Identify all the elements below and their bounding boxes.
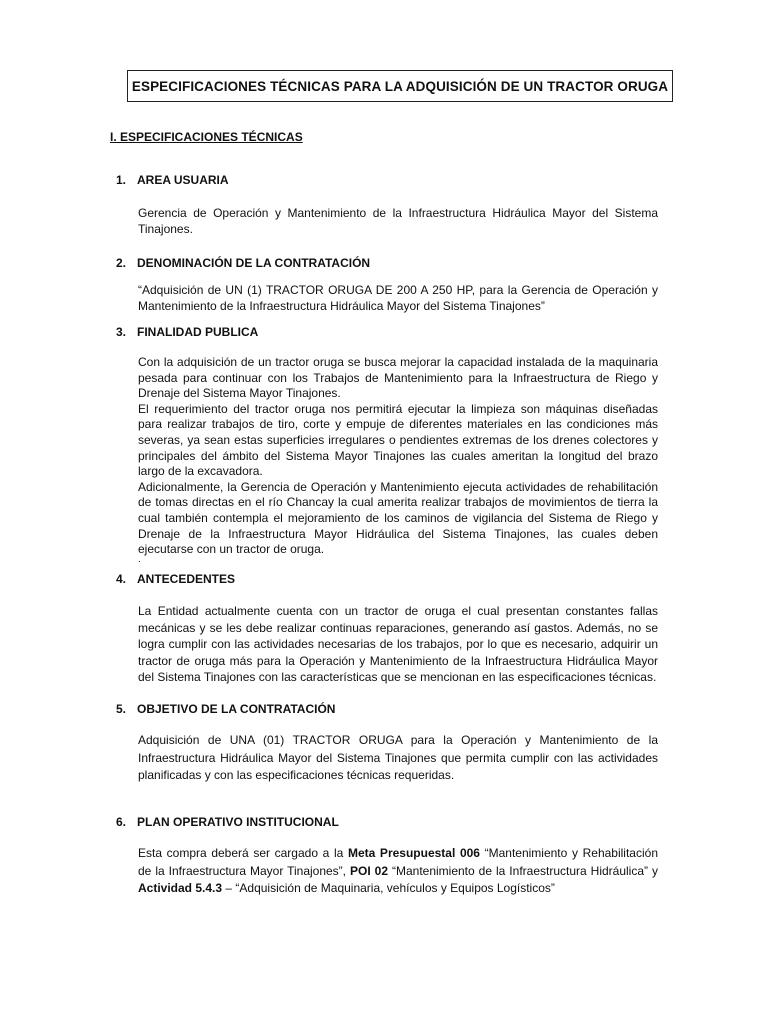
item-number-3: 3. (116, 325, 127, 339)
item-body-plan-operativo (138, 845, 658, 898)
item-title-antecedentes: ANTECEDENTES (137, 572, 236, 586)
item-body-denominacion (138, 283, 658, 314)
paragraph: La Entidad actualmente cuenta con un tractor de oruga el cual presentan constantes fallas mecánicas y se les debe realizar continuas reparaciones, generando así gastos. Además, no se logra cumplir con las actividades necesarias de los trabajos, por lo que es necesario, adquirir un tractor de oruga más para la Operación y Mantenimiento de la Infraestructura Hidráulica Mayor del Sistema Tinajones con las características que se mencionan en las especificaciones técnicas. (138, 604, 658, 684)
paragraph: Gerencia de Operación y Mantenimiento de la Infraestructura Hidráulica Mayor del Sistema Tinajones. (138, 206, 658, 236)
item-body-antecedentes (138, 603, 658, 686)
text-run: “Mantenimiento de la Infraestructura Hidráulica” y (388, 863, 658, 878)
item-body-area-usuaria (138, 206, 658, 237)
item-title-plan-operativo: PLAN OPERATIVO INSTITUCIONAL (137, 815, 339, 829)
item-number-4: 4. (116, 572, 127, 586)
paragraph: Adicionalmente, la Gerencia de Operación y Mantenimiento ejecuta actividades de rehabilitación de tomas directas en el río Chancay la cual amerita realizar trabajos de movimientos de tierra la cual también contempla el mejoramiento de los caminos de vigilancia del Sistema de Riego y Drenaje de la Infraestructura Mayor Hidráulica del Sistema Tinajones, las cuales deben ejecutarse con un tractor de oruga. (138, 479, 658, 557)
item-title-objetivo: OBJETIVO DE LA CONTRATACIÓN (137, 702, 336, 716)
item-number-1: 1. (116, 173, 127, 187)
paragraph: El requerimiento del tractor oruga nos permitirá ejecutar la limpieza son máquinas diseñadas para realizar trabajos de tiro, corte y empuje de diferentes materiales en las condiciones más severas, ya sean estas superficies irregulares o pendientes extremas de los drenes colectores y principales del ámbito del Sistema Mayor Tinajones las cuales ameritan la longitud del brazo largo de la excavadora. (138, 401, 658, 479)
text-run: – “Adquisición de Maquinaria, vehículos y Equipos Logísticos” (222, 881, 555, 895)
document-title: ESPECIFICACIONES TÉCNICAS PARA LA ADQUISICIÓN DE UN TRACTOR ORUGA (127, 70, 673, 102)
paragraph: “Adquisición de UN (1) TRACTOR ORUGA DE 200 A 250 HP, para la Gerencia de Operación y Mantenimiento de la Infraestructura Hidráulica Mayor del Sistema Tinajones” (138, 283, 658, 313)
paragraph (138, 845, 658, 898)
item-title-denominacion: DENOMINACIÓN DE LA CONTRATACIÓN (137, 256, 371, 270)
item-title-finalidad: FINALIDAD PUBLICA (137, 325, 259, 339)
item-body-objetivo (138, 732, 658, 785)
item-title-area-usuaria: AREA USUARIA (137, 173, 229, 187)
text-run: Esta compra deberá ser cargado a la (138, 846, 348, 860)
text-run: “Mantenimiento y Rehabilitación de la Infraestructura Mayor Tinajones”, (138, 846, 658, 878)
trailing-dot: . (138, 554, 141, 565)
item-number-6: 6. (116, 815, 127, 829)
item-body-finalidad (138, 355, 658, 558)
meta-presupuestal-label: Meta Presupuestal 006 (347, 846, 480, 860)
item-number-2: 2. (116, 256, 127, 270)
item-number-5: 5. (116, 702, 127, 716)
actividad-label: Actividad 5.4.3 (138, 881, 223, 895)
poi-label: POI 02 (350, 863, 388, 878)
section-heading: I. ESPECIFICACIONES TÉCNICAS (110, 130, 303, 144)
paragraph: Con la adquisición de un tractor oruga se busca mejorar la capacidad instalada de la maquinaria pesada para continuar con los Trabajos de Mantenimiento para la Infraestructura de Riego y Drenaje del Sistema Mayor Tinajones. (138, 355, 658, 401)
paragraph: Adquisición de UNA (01) TRACTOR ORUGA para la Operación y Mantenimiento de la Infraestructura Hidráulica Mayor del Sistema Tinajones que permita cumplir con las actividades planificadas y con las especificaciones técnicas requeridas. (138, 733, 658, 782)
